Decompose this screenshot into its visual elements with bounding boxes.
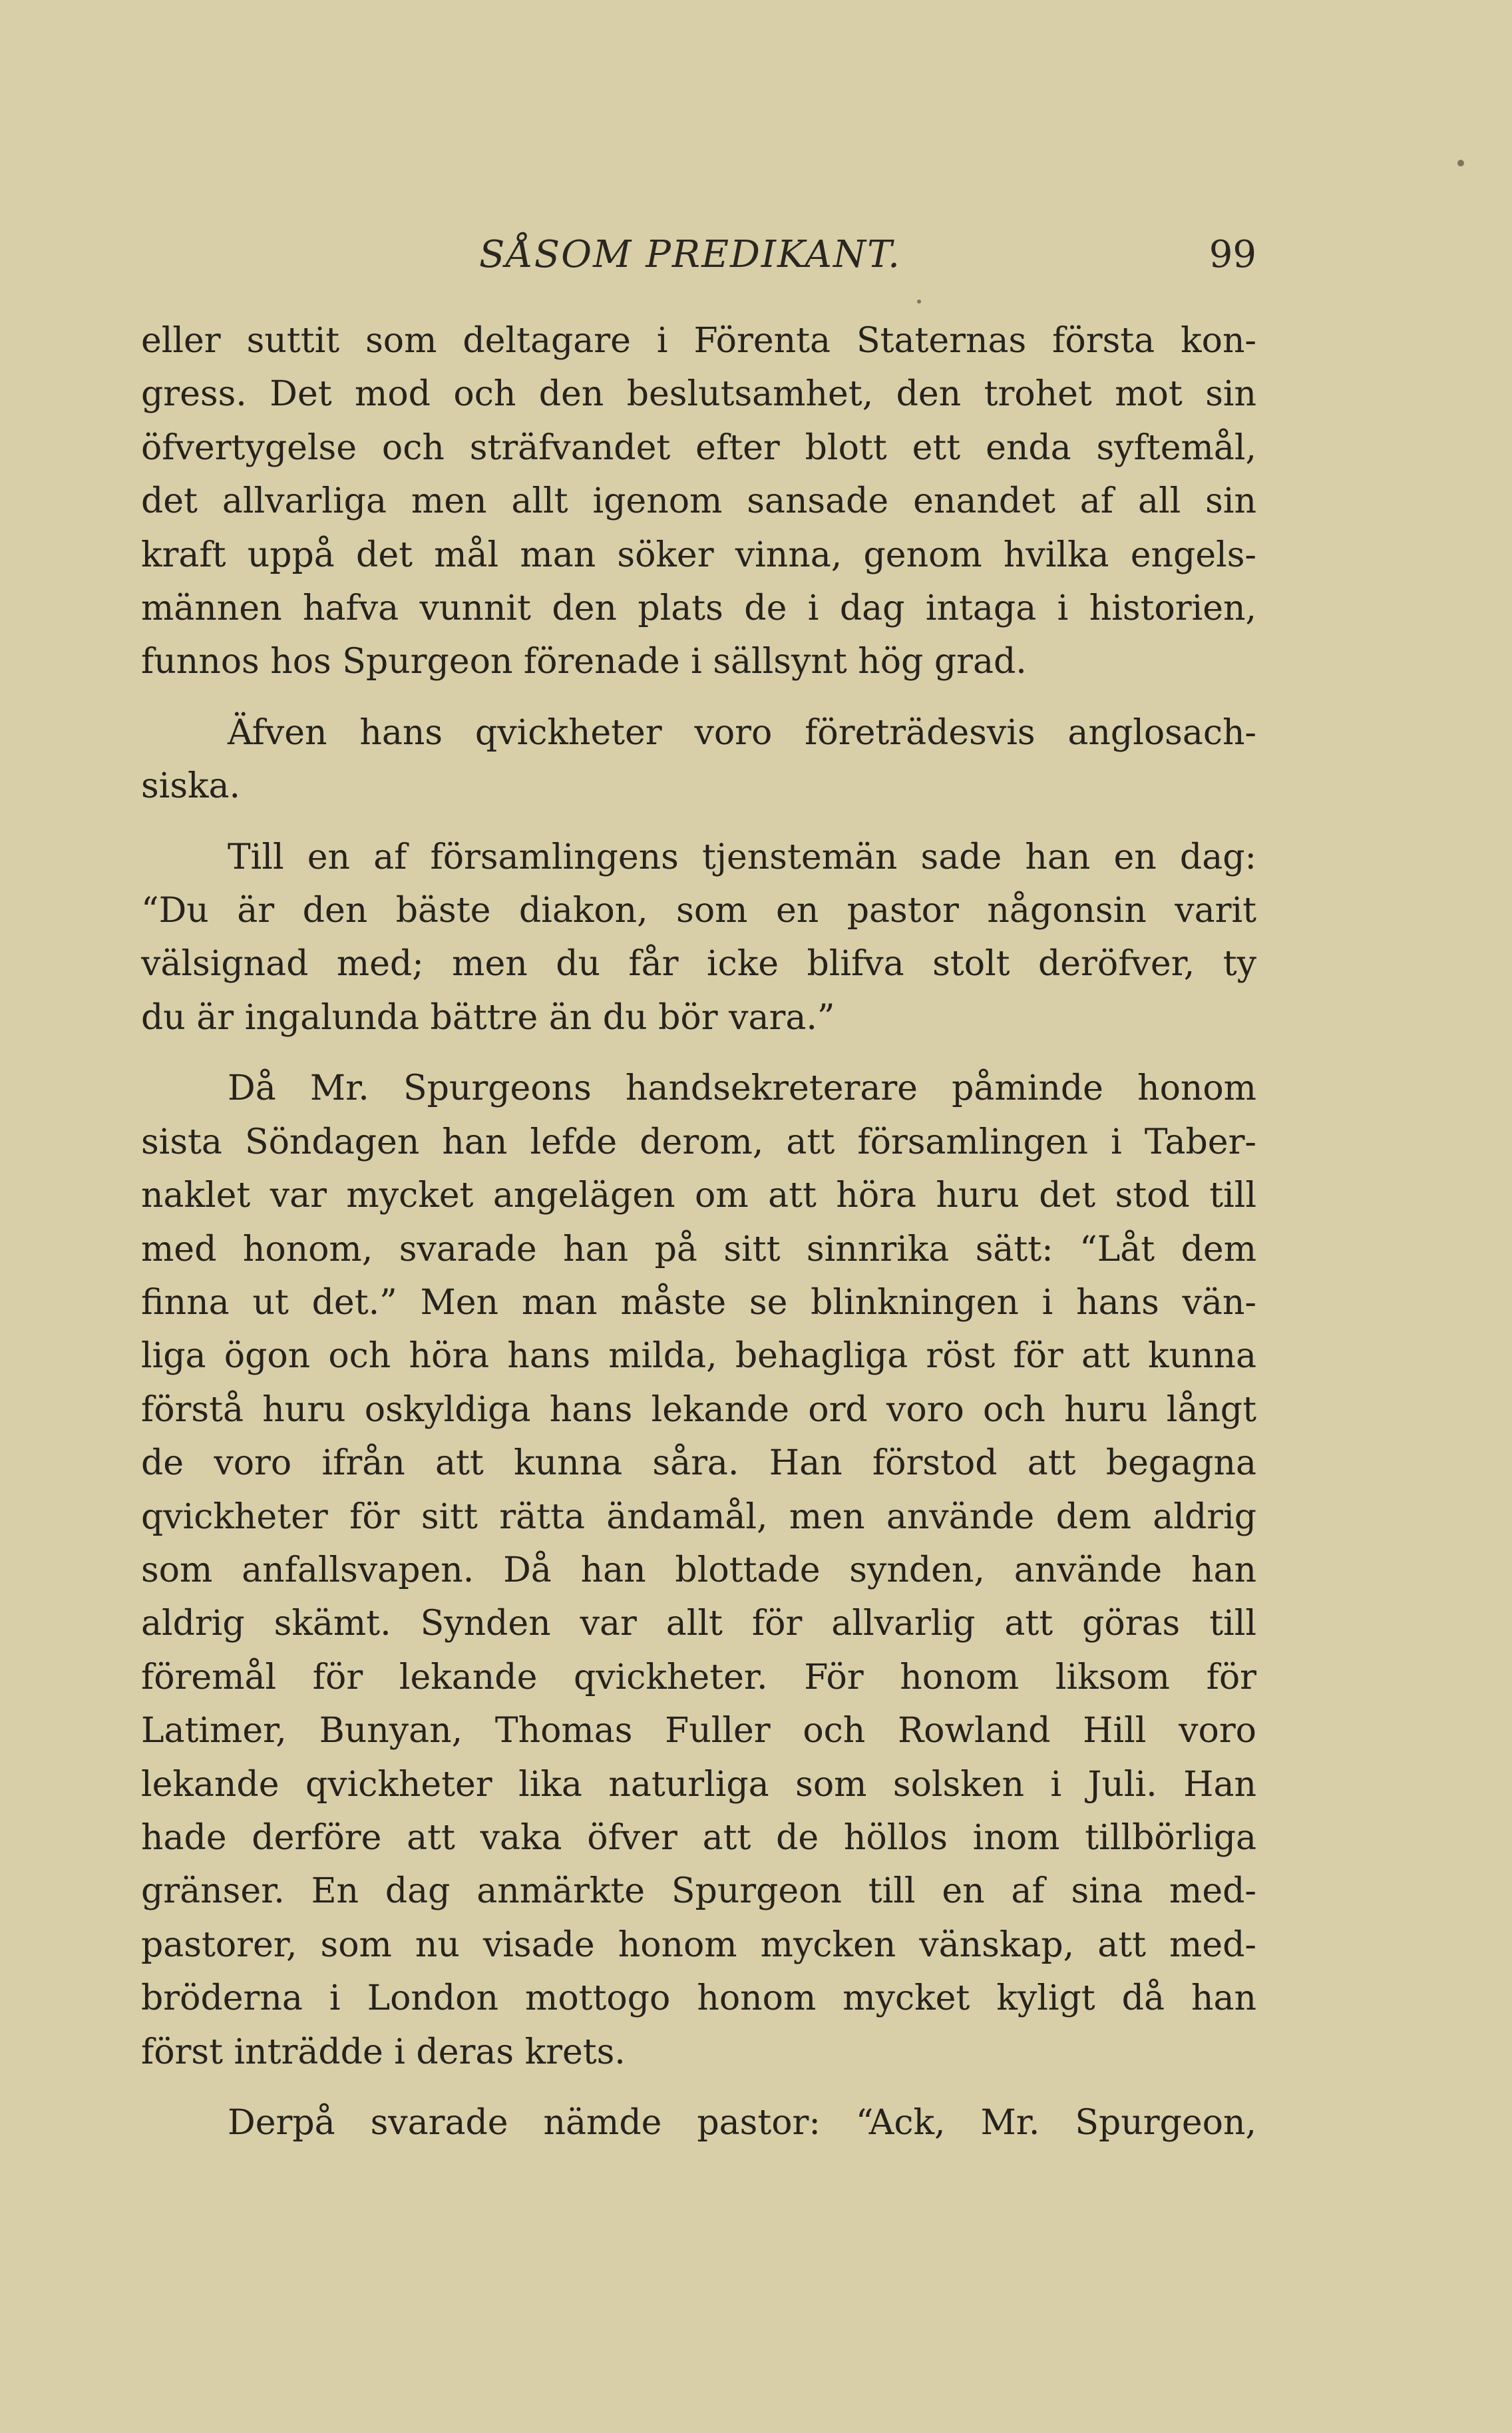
text-line: kraft uppå det mål man söker vinna, genom hvilka engels-: [141, 535, 1256, 575]
paper-speck: [1457, 160, 1464, 166]
text-line: gränser. En dag anmärkte Spurgeon till en af sina med-: [141, 1871, 1256, 1912]
text-line: bröderna i London mottogo honom mycket kyligt då han: [141, 1978, 1256, 2019]
text-line: Latimer, Bunyan, Thomas Fuller och Rowland Hill voro: [141, 1711, 1256, 1751]
paragraph: [141, 706, 1256, 813]
text-line: aldrig skämt. Synden var allt för allvarlig att göras till: [141, 1604, 1256, 1644]
text-line: hade derföre att vaka öfver att de höllos inom tillbörliga: [141, 1817, 1256, 1858]
text-line: först inträdde i deras krets.: [141, 2032, 626, 2072]
text-line: Till en af församlingens tjenstemän sade han en dag:: [228, 837, 1256, 877]
text-line: det allvarliga men allt igenom sansade enandet af all sin: [141, 481, 1256, 522]
paragraph: [141, 314, 1256, 689]
text-line: qvickheter för sitt rätta ändamål, men använde dem aldrig: [141, 1496, 1256, 1537]
text-line: eller suttit som deltagare i Förenta Staternas första kon-: [141, 321, 1256, 361]
text-line: männen hafva vunnit den plats de i dag intaga i historien,: [141, 588, 1256, 629]
running-head: [141, 233, 1256, 286]
paragraph: [141, 2096, 1256, 2149]
text-line: liga ögon och höra hans milda, behagliga röst för att kunna: [141, 1336, 1256, 1377]
text-line: Då Mr. Spurgeons handsekreterare påminde honom: [228, 1068, 1256, 1109]
text-line: “Du är den bäste diakon, som en pastor någonsin varit: [141, 891, 1256, 931]
text-line: lekande qvickheter lika naturliga som solsken i Juli. Han: [141, 1764, 1256, 1805]
text-line: du är ingalunda bättre än du bör vara.”: [141, 997, 835, 1038]
body-text: [141, 314, 1256, 2167]
text-line: välsignad med; men du får icke blifva stolt deröfver, ty: [141, 944, 1256, 985]
page-number: 99: [1209, 233, 1256, 276]
paper-speck: [917, 300, 921, 304]
paragraph: [141, 831, 1256, 1045]
text-line: naklet var mycket angelägen om att höra huru det stod till: [141, 1176, 1256, 1216]
text-line: gress. Det mod och den beslutsamhet, den trohet mot sin: [141, 374, 1256, 415]
text-line: finna ut det.” Men man måste se blinkningen i hans vän-: [141, 1282, 1256, 1323]
text-line: pastorer, som nu visade honom mycken vänskap, att med-: [141, 1924, 1256, 1965]
text-line: som anfallsvapen. Då han blottade synden, använde han: [141, 1550, 1256, 1590]
text-line: med honom, svarade han på sitt sinnrika sätt: “Låt dem: [141, 1229, 1256, 1269]
text-line: Äfven hans qvickheter voro företrädesvis anglosach-: [228, 712, 1256, 753]
text-line: föremål för lekande qvickheter. För honom liksom för: [141, 1657, 1256, 1697]
text-line: Derpå svarade nämde pastor: “Ack, Mr. Spurgeon,: [228, 2103, 1256, 2143]
text-line: sista Söndagen han lefde derom, att församlingen i Taber-: [141, 1122, 1256, 1162]
text-line: de voro ifrån att kunna såra. Han förstod att begagna: [141, 1443, 1256, 1484]
running-title: SÅSOM PREDIKANT.: [479, 233, 901, 276]
text-line: funnos hos Spurgeon förenade i sällsynt hög grad.: [141, 642, 1027, 682]
text-line: förstå huru oskyldiga hans lekande ord voro och huru långt: [141, 1389, 1256, 1430]
text-line: siska.: [141, 766, 241, 807]
text-line: öfvertygelse och sträfvandet efter blott ett enda syftemål,: [141, 427, 1256, 468]
paragraph: [141, 1062, 1256, 2079]
